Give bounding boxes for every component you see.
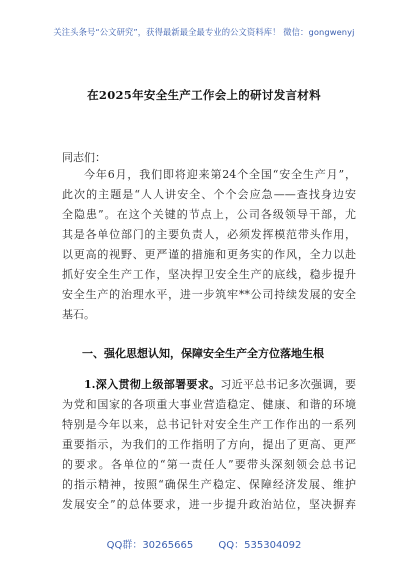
paragraph-section-1 xyxy=(62,375,356,515)
paragraph-line: 重要指示，为我们的工作指明了方向，提出了更高、更严 xyxy=(62,438,356,451)
subheading-lead: 1.深入贯彻上级部署要求。 xyxy=(84,378,221,391)
paragraph-line: 的指示精神，按照“确保生产稳定、保障经济发展、维护 xyxy=(62,478,356,491)
paragraph-line: 其是各单位部门的主要负责人，必须发挥模范带头作用， xyxy=(62,228,356,241)
salutation-text: 同志们： xyxy=(62,151,106,164)
paragraph-line: 安全生产的治理水平，进一步筑牢**公司持续发展的安全 xyxy=(62,288,356,301)
paragraph-line: 为党和国家的各项重大事业营造稳定、健康、和谐的环境 xyxy=(62,398,356,411)
footer-qq: QQ：535304092 xyxy=(218,540,302,551)
top-banner: 关注头条号“公文研究”，获得最新最全最专业的公文资料库！ 微信：gongwenyj xyxy=(53,27,355,37)
paragraph-first-rest: 习近平总书记多次强调，要 xyxy=(220,378,356,391)
paragraph-line: 的要求。各单位的“第一责任人”要带头深刻领会总书记 xyxy=(62,458,356,471)
footer-qq-group: QQ群：30265665 xyxy=(106,540,194,551)
paragraph-line: 发展安全”的总体要求，进一步提升政治站位，坚决摒弃 xyxy=(62,498,356,511)
paragraph-line: 今年6月，我们即将迎来第24个全国“安全生产月”， xyxy=(84,168,356,181)
paragraph-line: 抓好安全生产工作，坚决捍卫安全生产的底线，稳步提升 xyxy=(62,268,356,281)
section-heading: 一、强化思想认知，保障安全生产全方位落地生根 xyxy=(82,347,324,360)
document-title: 在2025年安全生产工作会上的研讨发言材料 xyxy=(87,88,321,102)
paragraph-line: 此次的主题是“人人讲安全、个个会应急——查找身边安 xyxy=(62,188,356,201)
paragraph-first-line xyxy=(62,375,356,395)
paragraph-line: 以更高的视野、更严谨的措施和更务实的作风，全力以赴 xyxy=(62,248,356,261)
paragraph-intro xyxy=(62,165,356,325)
paragraph-line: 特别是今年以来，总书记针对安全生产工作作出的一系列 xyxy=(62,418,356,431)
paragraph-line: 全隐患”。在这个关键的节点上，公司各级领导干部，尤 xyxy=(62,208,356,221)
paragraph-line: 基石。 xyxy=(62,308,95,321)
footer-contact xyxy=(0,536,408,551)
